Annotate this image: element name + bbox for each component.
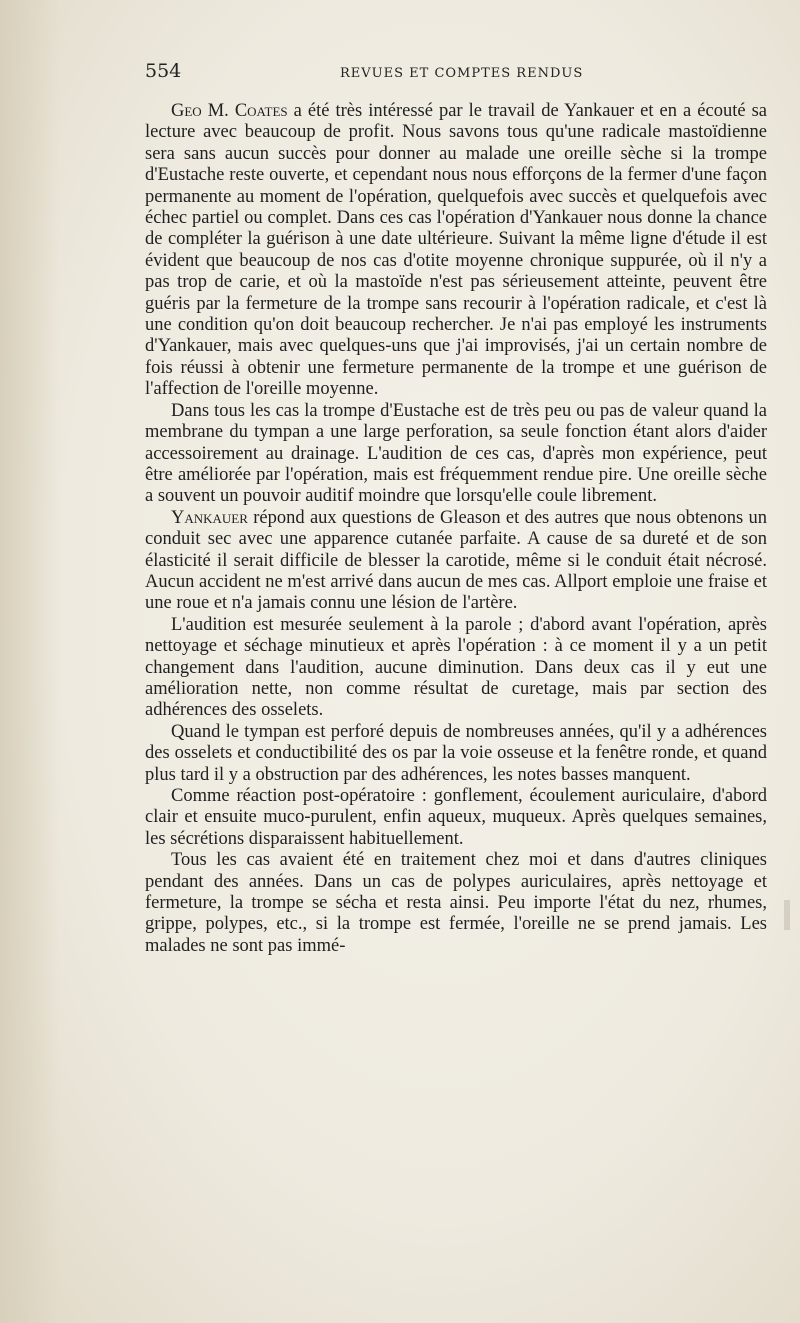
- paragraph-text: Tous les cas avaient été en traitement chez moi et dans d'autres cliniques pendant des années. Dans un cas de polypes auriculaires, après nettoyage et fermeture, la trompe se sécha et resta ainsi. Peu importe l'état du nez, rhumes, grippe, polypes, etc., si la trompe est fermée, l'oreille ne se prend jamais. Les malades ne sont pas immé-: [145, 850, 767, 956]
- paragraph: [145, 850, 767, 957]
- paragraph-text: a été très intéressé par le travail de Yankauer et en a écouté sa lecture avec beaucoup de profit. Nous savons tous qu'une radicale mastoïdienne sera sans aucun succès pour donner au malade une oreille sèche si la trompe d'Eustache reste ouverte, et cependant nous nous efforçons de la fermer d'une façon permanente au moment de l'opération, quelquefois avec succès et quelquefois avec échec partiel ou complet. Dans ces cas l'opération d'Yankauer nous donne la chance de compléter la guérison à une date ultérieure. Suivant la même ligne d'étude il est évident que beaucoup de nos cas d'otite moyenne chronique suppurée, où il n'y a pas trop de carie, et où la mastoïde n'est pas sérieusement atteinte, peuvent être guéris par la fermeture de la trompe sans recourir à l'opération radicale, et c'est là une condition qu'on doit beaucoup rechercher. Je n'ai pas employé les instruments d'Yankauer, mais avec quelques-uns que j'ai improvisés, j'ai un certain nombre de fois réussi à obtenir une fermeture permanente de la trompe et une guérison de l'affection de l'oreille moyenne.: [145, 101, 767, 400]
- page-edge-shadow: [0, 0, 60, 1323]
- paragraph-text: L'audition est mesurée seulement à la parole ; d'abord avant l'opération, après nettoyage et séchage minutieux et après l'opération : à ce moment il y a un petit changement dans l'audition, aucune diminution. Dans deux cas il y eut une amélioration nette, non comme résultat de curetage, mais par section des adhérences des osselets.: [145, 614, 767, 721]
- speaker-name: Yankauer: [171, 507, 248, 528]
- paragraph-text: Quand le tympan est perforé depuis de nombreuses années, qu'il y a adhérences des osselets et conductibilité des os par la voie osseuse et la fenêtre ronde, et quand plus tard il y a obstruction par des adhérences, les notes basses manquent.: [145, 721, 767, 785]
- running-title: REVUES ET COMPTES RENDUS: [340, 66, 584, 81]
- page-header: [145, 60, 767, 90]
- paragraph-text: Comme réaction post-opératoire : gonflement, écoulement auriculaire, d'abord clair et ensuite muco-purulent, enfin aqueux, muqueux. Après quelques semaines, les sécrétions disparaissent habituellement.: [145, 786, 767, 849]
- paragraph: [145, 722, 767, 786]
- article-body: [145, 101, 767, 957]
- paragraph: [145, 615, 767, 722]
- paragraph-text: Dans tous les cas la trompe d'Eustache est de très peu ou pas de valeur quand la membrane du tympan a une large perforation, sa seule fonction étant alors d'aider accessoirement au drainage. L'audition de ces cas, d'après mon expérience, peut être améliorée par l'opération, mais est fréquemment rendue pire. Une oreille sèche a souvent un pouvoir auditif moindre que lorsqu'elle coule librement.: [145, 400, 767, 507]
- paragraph-coates: [145, 101, 767, 401]
- page-stain: [784, 900, 790, 930]
- paragraph: [145, 786, 767, 850]
- paragraph-text: répond aux questions de Gleason et des autres que nous obtenons un conduit sec avec une apparence cutanée parfaite. A cause de sa dureté et de son élasticité il serait difficile de blesser la carotide, même si le conduit était nécrosé. Aucun accident ne m'est arrivé dans aucun de mes cas. Allport emploie une fraise et une roue et n'a jamais connu une lésion de l'artère.: [145, 507, 767, 614]
- paragraph-yankauer: [145, 508, 767, 615]
- paragraph: [145, 401, 767, 508]
- page-number: 554: [145, 60, 182, 82]
- speaker-name: Geo M. Coates: [171, 101, 288, 121]
